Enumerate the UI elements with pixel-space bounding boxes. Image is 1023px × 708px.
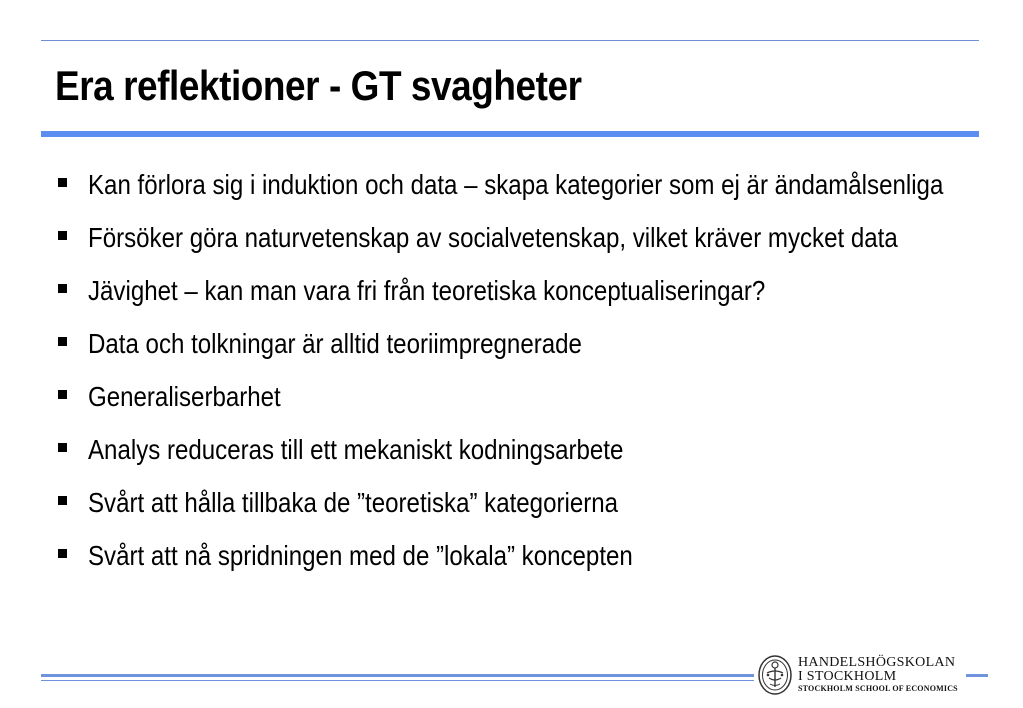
bullet-item (55, 482, 955, 523)
bullet-text: Generaliserbarhet (88, 381, 281, 412)
bullet-text: Försöker göra naturvetenskap av socialvetenskap, vilket kräver mycket data (88, 222, 898, 253)
bullet-item (55, 323, 955, 364)
top-divider (41, 40, 979, 41)
square-bullet-icon (58, 443, 67, 452)
bullet-item (55, 376, 955, 417)
bullet-text: Analys reduceras till ett mekaniskt kodningsarbete (88, 434, 624, 465)
bullet-text: Svårt att nå spridningen med de ”lokala” koncepten (88, 540, 633, 571)
bullet-item (55, 535, 955, 576)
square-bullet-icon (58, 284, 67, 293)
bullet-item (55, 164, 955, 205)
square-bullet-icon (58, 337, 67, 346)
bullet-list (55, 164, 955, 588)
title-underline (41, 131, 979, 137)
bullet-text: Data och tolkningar är alltid teoriimpregnerade (88, 328, 582, 359)
square-bullet-icon (58, 231, 67, 240)
school-wordmark (798, 655, 958, 694)
footer-divider (41, 674, 754, 677)
logo-line-2: I STOCKHOLM (798, 669, 897, 684)
bullet-item (55, 217, 955, 258)
square-bullet-icon (58, 390, 67, 399)
slide-title: Era reflektioner - GT svagheter (55, 62, 582, 109)
square-bullet-icon (58, 178, 67, 187)
bullet-item (55, 270, 955, 311)
school-seal-icon (757, 654, 793, 696)
logo-line-1: HANDELSHÖGSKOLAN (798, 655, 956, 670)
bullet-text: Svårt att hålla tillbaka de ”teoretiska” kategorierna (88, 487, 619, 518)
square-bullet-icon (58, 549, 67, 558)
school-logo (755, 652, 970, 698)
bullet-text: Kan förlora sig i induktion och data – skapa kategorier som ej är ändamålsenliga (88, 169, 944, 200)
bullet-item (55, 429, 955, 470)
bullet-text: Jävighet – kan man vara fri från teoretiska konceptualiseringar? (88, 275, 766, 306)
footer-divider-thin (41, 680, 754, 681)
logo-line-3: STOCKHOLM SCHOOL OF ECONOMICS (798, 684, 958, 693)
square-bullet-icon (58, 496, 67, 505)
